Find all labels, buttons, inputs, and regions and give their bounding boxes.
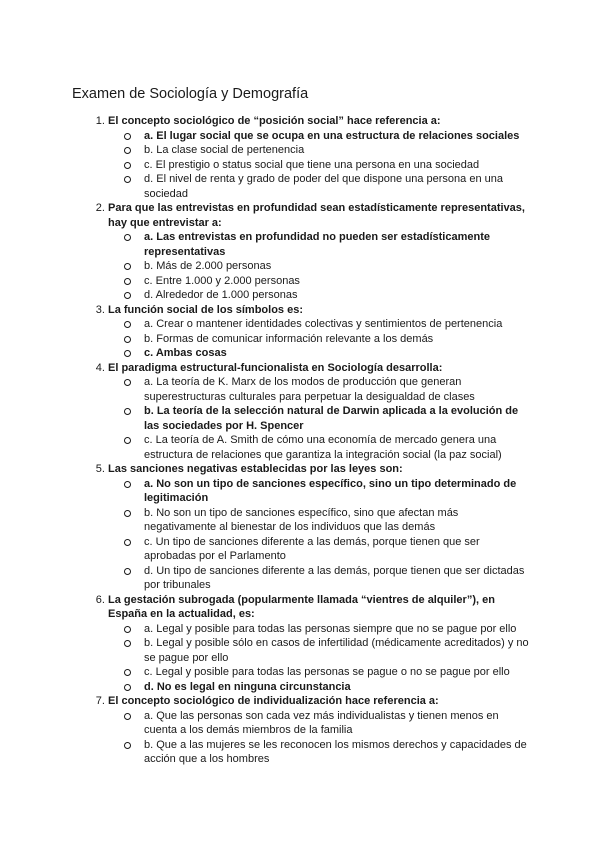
answer-option-correct: a. No son un tipo de sanciones específico, sino un tipo determinado de legitimación: [144, 477, 530, 506]
question-text: El paradigma estructural-funcionalista en Sociología desarrolla:: [108, 361, 443, 374]
option-list: [108, 230, 530, 303]
answer-option-correct: b. La teoría de la selección natural de Darwin aplicada a la evolución de las sociedades por H. Spencer: [144, 404, 530, 433]
answer-option: b. Más de 2.000 personas: [144, 259, 530, 274]
answer-option: b. Formas de comunicar información relevante a los demás: [144, 332, 530, 347]
question-text: Las sanciones negativas establecidas por las leyes son:: [108, 463, 403, 475]
option-list: [108, 622, 530, 695]
answer-option: b. Legal y posible sólo en casos de infertilidad (médicamente acreditados) y no se pague por ello: [144, 637, 529, 664]
question-text: La gestación subrogada (popularmente llamada “vientres de alquiler”), en España en la actualidad, es:: [108, 593, 495, 620]
question-item: [108, 114, 530, 201]
answer-option: a. La teoría de K. Marx de los modos de producción que generan superestructuras culturales para perpetuar la desigualdad de clases: [144, 375, 530, 404]
answer-option: d. Alrededor de 1.000 personas: [144, 288, 530, 303]
question-item: [108, 361, 530, 463]
option-list: [108, 129, 530, 202]
option-list: [108, 709, 530, 767]
answer-option: b. La clase social de pertenencia: [144, 143, 530, 158]
answer-option: c. Entre 1.000 y 2.000 personas: [144, 274, 530, 289]
answer-option: b. Que a las mujeres se les reconocen los mismos derechos y capacidades de acción que a los hombres: [144, 738, 530, 767]
answer-option: b. No son un tipo de sanciones específico, sino que afectan más negativamente al bienestar de los individuos que las demás: [144, 506, 530, 535]
question-item: [108, 201, 530, 303]
question-text: El concepto sociológico de “posición social” hace referencia a:: [108, 115, 441, 127]
option-list: [108, 375, 530, 462]
question-item: [108, 462, 530, 593]
option-list: [108, 477, 530, 593]
question-text: Para que las entrevistas en profundidad sean estadísticamente representativas, hay que entrevistar a:: [108, 202, 525, 229]
answer-option: a. Crear o mantener identidades colectivas y sentimientos de pertenencia: [144, 317, 530, 332]
question-item: [108, 694, 530, 767]
answer-option: d. Un tipo de sanciones diferente a las demás, porque tienen que ser dictadas por tribunales: [144, 564, 530, 593]
answer-option-correct: d. No es legal en ninguna circunstancia: [144, 680, 530, 695]
option-list: [108, 317, 530, 361]
answer-option: a. Que las personas son cada vez más individualistas y tienen menos en cuenta a los demás miembros de la familia: [144, 709, 530, 738]
answer-option: a. Legal y posible para todas las personas siempre que no se pague por ello: [144, 622, 530, 637]
answer-option-correct: c. Ambas cosas: [144, 346, 530, 361]
answer-option-correct: a. Las entrevistas en profundidad no pueden ser estadísticamente representativas: [144, 230, 530, 259]
answer-option: d. El nivel de renta y grado de poder del que dispone una persona en una sociedad: [144, 172, 530, 201]
answer-option-correct: a. El lugar social que se ocupa en una estructura de relaciones sociales: [144, 129, 530, 144]
question-list: [72, 114, 530, 767]
answer-option: c. Un tipo de sanciones diferente a las demás, porque tienen que ser aprobadas por el Parlamento: [144, 535, 530, 564]
question-item: [108, 303, 530, 361]
answer-option: c. La teoría de A. Smith de cómo una economía de mercado genera una estructura de relaciones que garantiza la integración social (la paz social): [144, 433, 530, 462]
question-text: El concepto sociológico de individualización hace referencia a:: [108, 695, 439, 707]
answer-option: c. El prestigio o status social que tiene una persona en una sociedad: [144, 158, 530, 173]
question-item: [108, 593, 530, 695]
page-title: Examen de Sociología y Demografía: [72, 86, 309, 102]
answer-option: c. Legal y posible para todas las personas se pague o no se pague por ello: [144, 665, 530, 680]
question-text: La función social de los símbolos es:: [108, 303, 303, 316]
